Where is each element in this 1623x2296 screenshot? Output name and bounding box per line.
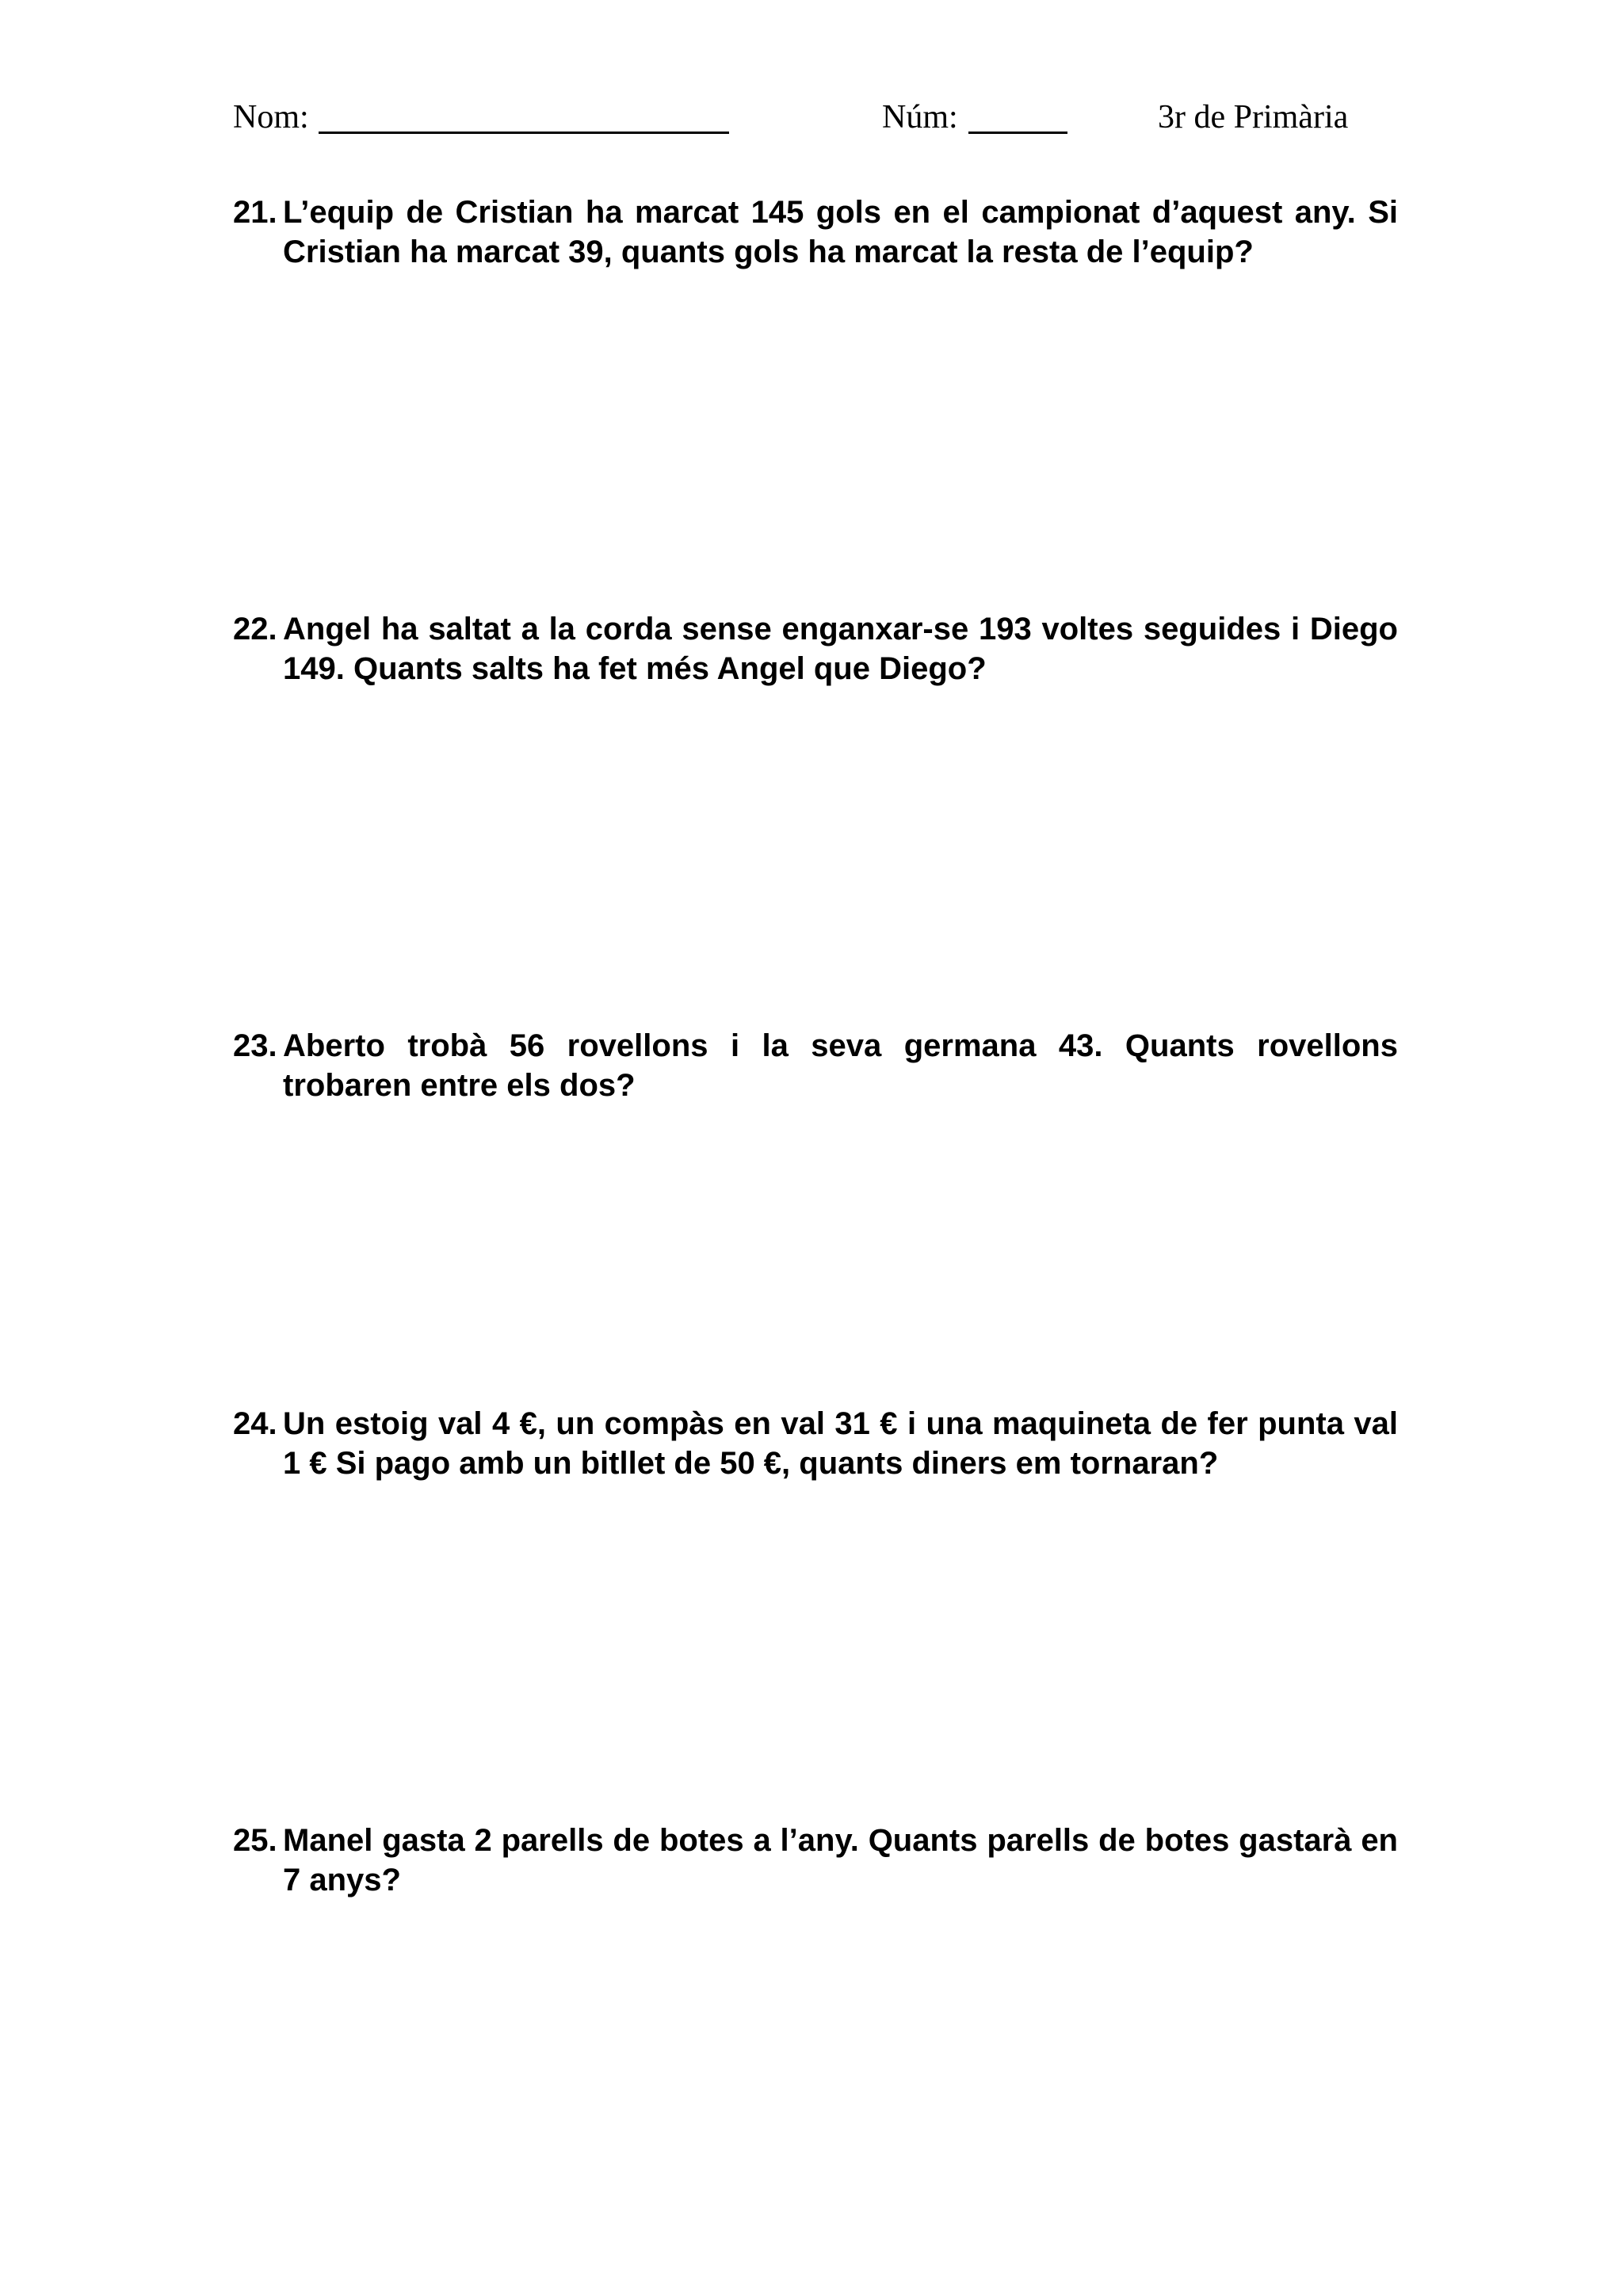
worksheet-header (0, 93, 1623, 141)
grade-label: 3r de Primària (1158, 99, 1349, 135)
question-22 (233, 609, 1398, 688)
question-25 (233, 1821, 1398, 1900)
question-number: 22. (233, 612, 277, 646)
question-number: 21. (233, 195, 277, 230)
question-number: 25. (233, 1823, 277, 1858)
number-field-line[interactable] (968, 132, 1067, 134)
question-text: L’equip de Cristian ha marcat 145 gols en el campionat d’aquest any. Si Cristian ha marcat 39, quants gols ha marcat la resta de l’equip? (283, 195, 1398, 269)
name-field-line[interactable] (319, 132, 729, 134)
question-number: 24. (233, 1406, 277, 1441)
question-text: Angel ha saltat a la corda sense enganxar-se 193 voltes seguides i Diego 149. Quants salts ha fet més Angel que Diego? (283, 612, 1398, 686)
question-number: 23. (233, 1028, 277, 1063)
number-label: Núm: (882, 99, 958, 135)
question-24 (233, 1404, 1398, 1483)
name-label: Nom: (233, 99, 309, 135)
question-23 (233, 1026, 1398, 1105)
question-text: Un estoig val 4 €, un compàs en val 31 € i una maquineta de fer punta val 1 € Si pago amb un bitllet de 50 €, quants diners em tornaran? (283, 1406, 1398, 1481)
question-text: Aberto trobà 56 rovellons i la seva germana 43. Quants rovellons trobaren entre els dos? (283, 1028, 1398, 1103)
question-21 (233, 193, 1398, 272)
question-text: Manel gasta 2 parells de botes a l’any. Quants parells de botes gastarà en 7 anys? (283, 1823, 1398, 1897)
